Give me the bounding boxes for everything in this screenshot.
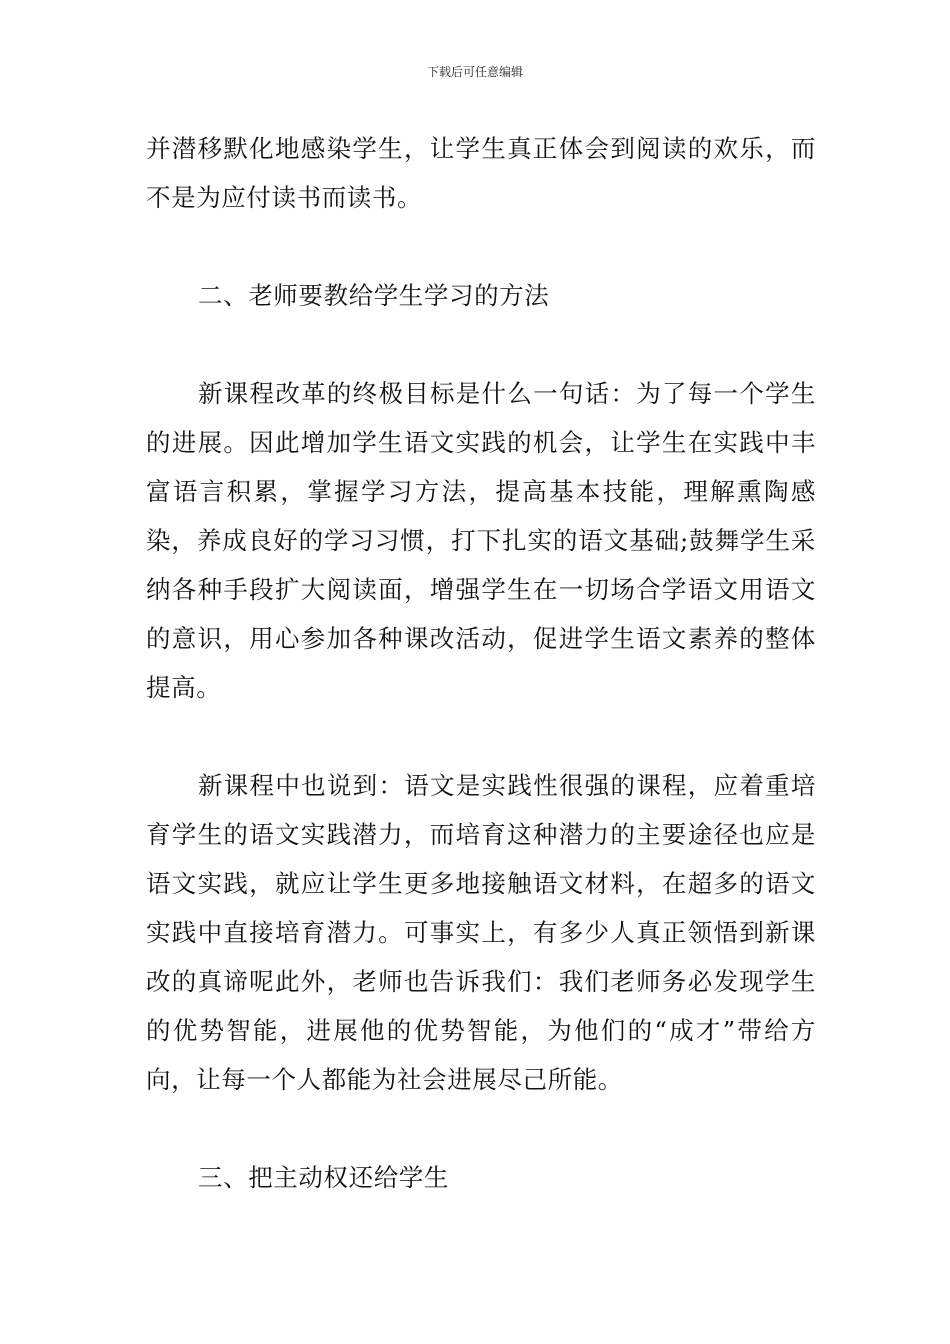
page-header: 下载后可任意编辑 — [426, 65, 523, 79]
paragraph-gap — [146, 222, 816, 271]
paragraph-language-practice: 新课程中也说到：语文是实践性很强的课程，应着重培育学生的语文实践潜力，而培育这种潜力的主要途径也应是语文实践，就应让学生更多地接触语文材料，在超多的语文实践中直接培育潜力。可事实上，有多少人真正领悟到新课改的真谛呢此外，老师也告诉我们：我们老师务必发现学生的优势智能，进展他的优势智能，为他们的“成才”带给方向，让每一个人都能为社会进展尽己所能。 — [146, 771, 816, 1094]
paragraph-continued: 并潜移默化地感染学生，让学生真正体会到阅读的欢乐，而不是为应付读书而读书。 — [146, 134, 816, 212]
section-heading-2: 二、老师要教给学生学习的方法 — [198, 281, 550, 310]
paragraph-gap — [146, 320, 816, 369]
paragraph-new-curriculum-goal: 新课程改革的终极目标是什么一句话：为了每一个学生的进展。因此增加学生语文实践的机会，让学生在实践中丰富语言积累，掌握学习方法，提高基本技能，理解熏陶感染，养成良好的学习习惯，打下扎实的语文基础;鼓舞学生采纳各种手段扩大阅读面，增强学生在一切场合学语文用语文的意识，用心参加各种课改活动，促进学生语文素养的整体提高。 — [146, 379, 816, 702]
paragraph-gap — [146, 1104, 816, 1153]
paragraph-gap — [146, 712, 816, 761]
section-heading-3: 三、把主动权还给学生 — [198, 1163, 449, 1192]
document-body — [146, 124, 816, 1202]
